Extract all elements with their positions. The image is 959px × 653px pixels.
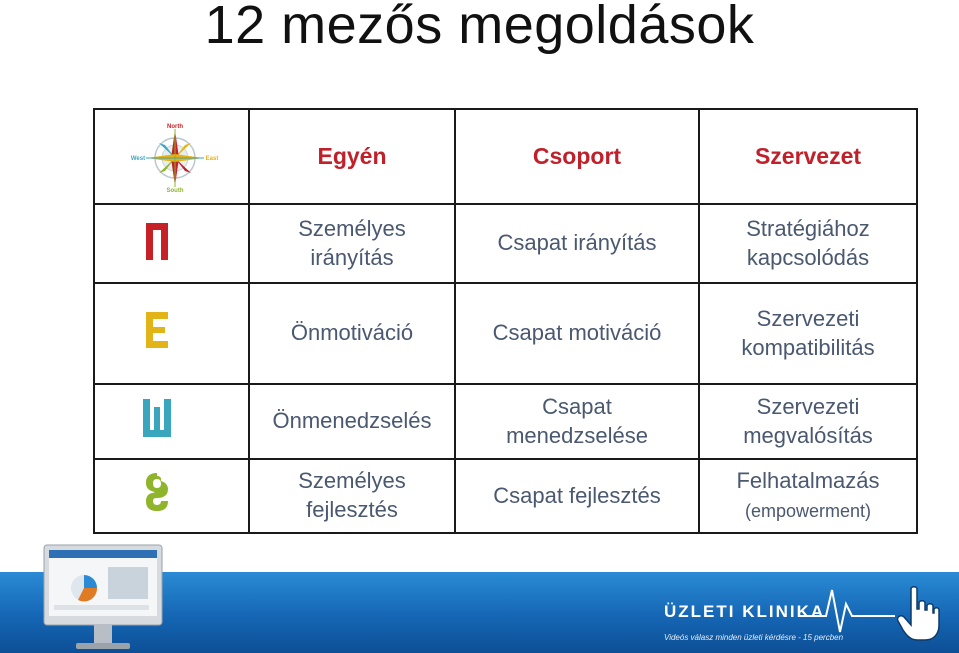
heartbeat-icon xyxy=(800,586,895,636)
header-egyen: Egyén xyxy=(249,109,455,204)
compass-west-label: West xyxy=(130,155,146,162)
cell-szemelyes-fejlesztes: Személyes fejlesztés xyxy=(249,459,455,533)
s-letter-icon xyxy=(144,471,170,521)
compass-east-label: East xyxy=(205,155,219,162)
brand-name: ÜZLETI KLINIKA xyxy=(664,602,826,621)
cell-szervezeti-megvalositas: Szervezeti megvalósítás xyxy=(699,384,917,459)
cell-csapat-menedzselese: Csapat menedzselése xyxy=(455,384,699,459)
compass-south-label: South xyxy=(166,187,184,193)
header-row xyxy=(94,109,917,204)
w-letter-icon xyxy=(141,397,173,447)
cell-szemelyes-iranyitas: Személyes irányítás xyxy=(249,204,455,283)
pointer-hand-icon xyxy=(897,585,941,643)
e-letter-icon xyxy=(144,310,170,358)
solutions-grid xyxy=(93,108,918,534)
cell-csapat-fejlesztes: Csapat fejlesztés xyxy=(455,459,699,533)
cell-csapat-motivacio: Csapat motiváció xyxy=(455,283,699,384)
row-north xyxy=(94,204,917,283)
row-south xyxy=(94,459,917,533)
header-csoport: Csoport xyxy=(455,109,699,204)
page-title: 12 mezős megoldások xyxy=(204,0,755,55)
compass-cell xyxy=(94,109,249,204)
cell-strategiahoz-kapcsolodas: Stratégiához kapcsolódás xyxy=(699,204,917,283)
cell-szervezeti-kompatibilitas: Szervezeti kompatibilitás xyxy=(699,283,917,384)
compass-north-label: North xyxy=(167,123,183,130)
row-west xyxy=(94,384,917,459)
row-east xyxy=(94,283,917,384)
cell-onmotivacio: Önmotiváció xyxy=(249,283,455,384)
n-letter-icon xyxy=(144,220,170,268)
monitor-icon xyxy=(42,543,164,653)
cell-csapat-iranyitas: Csapat irányítás xyxy=(455,204,699,283)
header-szervezet: Szervezet xyxy=(699,109,917,204)
brand-slogan: Videós válasz minden üzleti kérdésre - 15 percben xyxy=(664,633,844,642)
compass-icon xyxy=(129,121,221,193)
cell-onmenedzseles: Önmenedzselés xyxy=(249,384,455,459)
cell-felhatalmazas: Felhatalmazás (empowerment) xyxy=(699,459,917,533)
